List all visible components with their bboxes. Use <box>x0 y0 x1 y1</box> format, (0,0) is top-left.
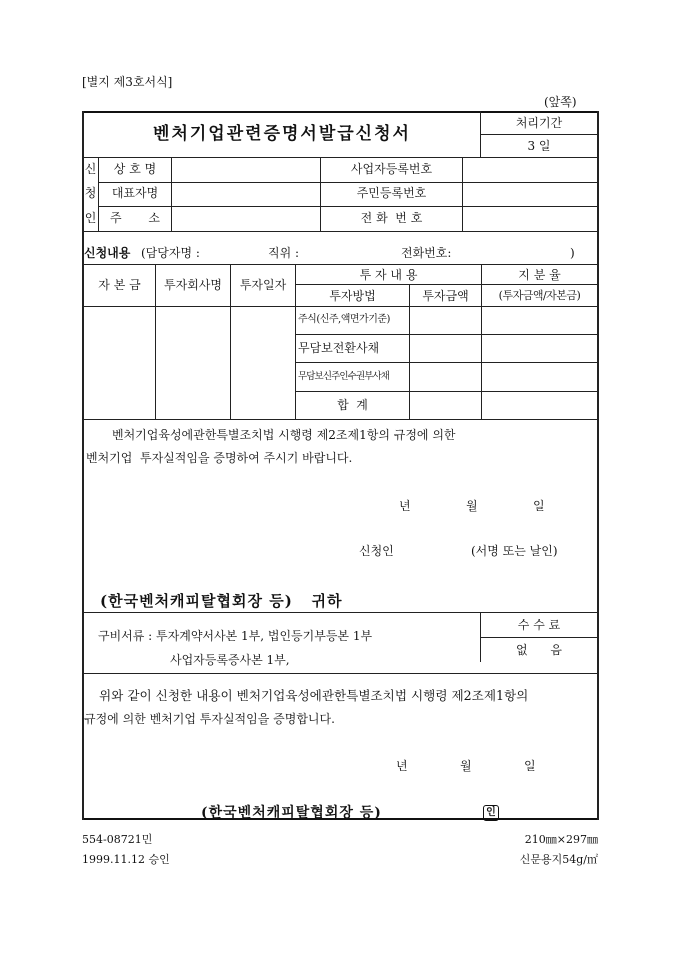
representative-label: 대표자명 <box>111 186 159 200</box>
invest-method-header: 투자방법 <box>329 289 376 303</box>
fee-label: 수 수 료 <box>517 618 561 632</box>
seal-stamp-icon: 인 <box>483 805 499 821</box>
form-title: 벤처기업관련증명서발급신청서 <box>153 124 411 144</box>
manager-name-label: (담당자명 : <box>141 246 200 260</box>
capital-header: 자 본 금 <box>98 278 141 292</box>
invest-company-header: 투자회사명 <box>164 278 222 292</box>
statement1-line2: 벤처기업 투자실적임을 증명하여 주시기 바랍니다. <box>86 451 353 465</box>
statement1-month: 월 <box>466 499 478 513</box>
invest-amount-header: 투자금액 <box>422 289 469 303</box>
method-row-stock: 주식(신주,액면가기준) <box>298 314 390 325</box>
address-label: 주 소 <box>110 211 160 225</box>
footer-paper-size: 210㎜×297㎜ <box>524 833 598 846</box>
method-row-convertible-bond: 무담보전환사채 <box>298 341 380 355</box>
statement2-year: 년 <box>396 759 408 773</box>
share-ratio-header: 지 분 율 <box>518 268 561 282</box>
share-ratio-subheader: (투자금액/자본금) <box>498 289 581 302</box>
company-name-label: 상 호 명 <box>113 162 157 176</box>
invest-content-header: 투 자 내 용 <box>359 268 418 282</box>
request-close-paren: ) <box>570 246 575 260</box>
footer-paper-type: 신문용지54g/㎡ <box>519 853 598 866</box>
page-side-label: (앞쪽) <box>544 95 577 109</box>
statement1-year: 년 <box>399 499 411 513</box>
applicant-group-char-1: 신 <box>84 162 97 176</box>
footer-approval-date: 1999.11.12 승인 <box>82 853 170 866</box>
resident-reg-no-label: 주민등록번호 <box>356 186 427 200</box>
invest-date-header: 투자일자 <box>239 278 287 292</box>
fee-value: 없 음 <box>515 643 563 657</box>
statement2-month: 월 <box>460 759 472 773</box>
statement1-line1: 벤처기업육성에관한특별조치법 시행령 제2조제1항의 규정에 의한 <box>112 428 456 442</box>
business-reg-no-label: 사업자등록번호 <box>350 162 433 176</box>
phone-number-label: 전 화 번 호 <box>360 211 423 225</box>
manager-phone-label: 전화번호: <box>401 246 452 260</box>
statement1-day: 일 <box>533 499 545 513</box>
statement2-day: 일 <box>524 759 536 773</box>
request-content-label: 신청내용 <box>84 246 131 260</box>
manager-position-label: 직위 : <box>268 246 300 260</box>
applicant-group-char-2: 청 <box>84 186 97 200</box>
processing-period-value: 3 일 <box>527 139 551 153</box>
required-docs-line2: 사업자등록증사본 1부, <box>170 653 290 667</box>
applicant-group-char-3: 인 <box>84 211 97 225</box>
issuer-label: (한국벤처캐피탈협회장 등) <box>201 805 382 821</box>
method-row-warrant-bond: 무담보신주인수권부사채 <box>298 371 390 382</box>
statement2-line2: 규정에 의한 벤처기업 투자실적임을 증명합니다. <box>84 712 335 726</box>
footer-form-code: 554-08721민 <box>82 833 153 846</box>
applicant-label: 신청인 <box>359 544 394 558</box>
statement2-line1: 위와 같이 신청한 내용이 벤처기업육성에관한특별조치법 시행령 제2조제1항의 <box>99 688 529 703</box>
method-row-total: 합 계 <box>337 398 368 412</box>
required-docs-line1: 구비서류 : 투자계약서사본 1부, 법인등기부등본 1부 <box>98 629 373 643</box>
form-number: [별지 제3호서식] <box>82 75 173 89</box>
signature-label: (서명 또는 날인) <box>471 544 558 558</box>
addressee-label: (한국벤처캐피탈협회장 등) 귀하 <box>100 592 343 610</box>
processing-period-label: 처리기간 <box>515 116 563 130</box>
